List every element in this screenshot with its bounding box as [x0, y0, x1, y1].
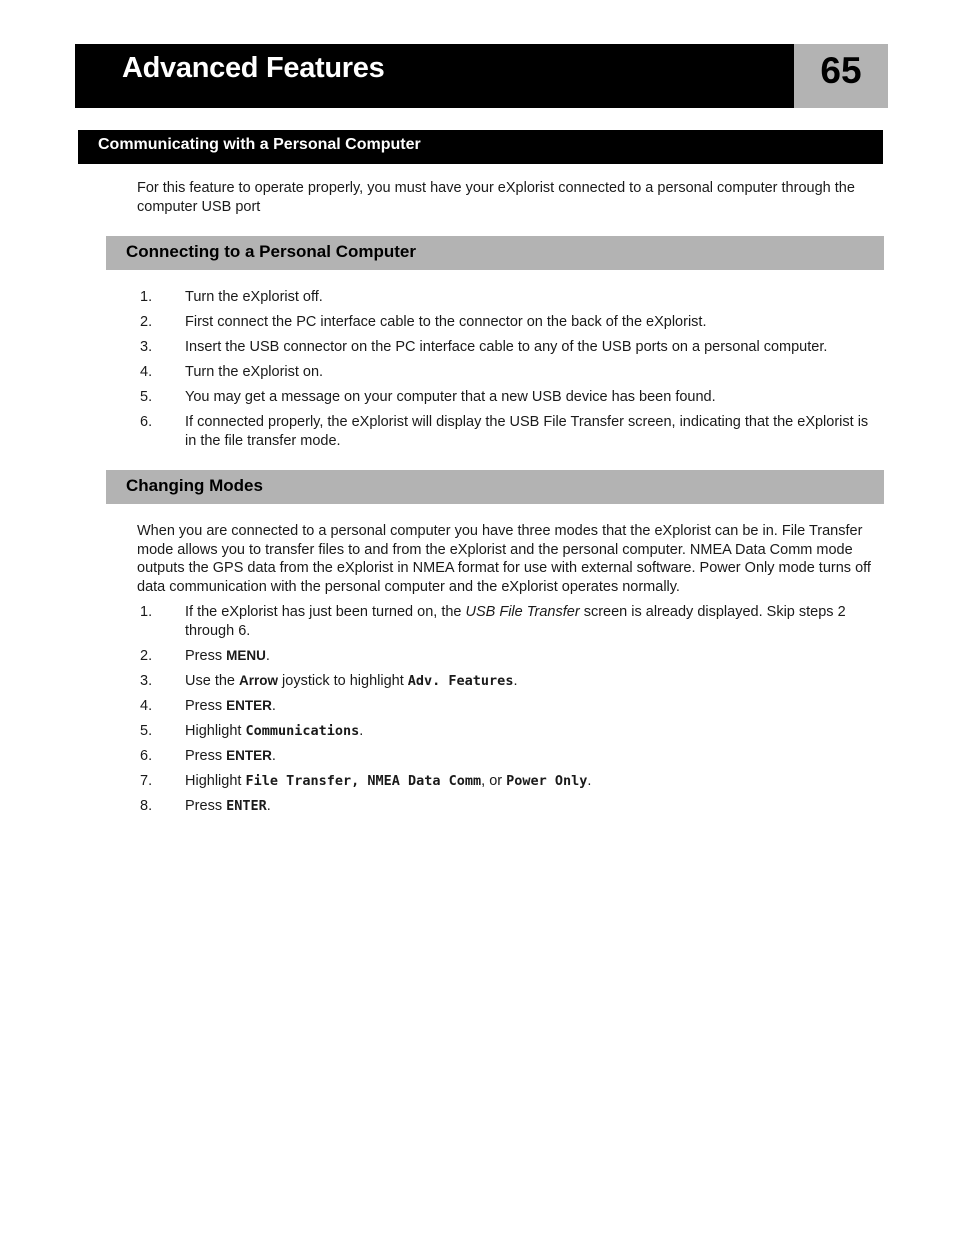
- page-number: 65: [794, 44, 888, 108]
- modes-steps-list: [137, 603, 882, 822]
- enter-key: ENTER: [226, 747, 272, 763]
- menu-key: MENU: [226, 647, 266, 663]
- list-item: 1. Turn the eXplorist off.: [140, 289, 323, 305]
- chapter-header: [75, 44, 794, 108]
- subsection-header-modes: [106, 470, 884, 504]
- subsection-header-connecting: [106, 236, 884, 270]
- list-item: 2. First connect the PC interface cable to the connector on the back of the eXplorist.: [140, 314, 707, 330]
- list-item: 7. Highlight File Transfer, NMEA Data Comm, or Power Only.: [140, 772, 592, 789]
- connecting-steps-list: [137, 288, 882, 457]
- list-item: 6. If connected properly, the eXplorist will display the USB File Transfer screen, indicating that the eXplorist is in the file transfer mode.: [140, 414, 869, 449]
- list-item: 5. Highlight Communications.: [140, 722, 364, 739]
- section-title: Communicating with a Personal Computer: [98, 136, 421, 153]
- list-item: 8. Press ENTER.: [140, 797, 271, 814]
- list-item: 6. Press ENTER.: [140, 747, 276, 764]
- section-header: [78, 130, 883, 164]
- modes-paragraph: When you are connected to a personal computer you have three modes that the eXplorist can be in. File Transfer mode allows you to transfer files to and from the eXplorist and the personal computer. NMEA Data Comm mode outputs the GPS data from the eXplorist in NMEA format for use with external software. Power Only mode turns off data communication with the personal computer and the eXplorist operates normally.: [137, 523, 871, 595]
- enter-key: ENTER: [226, 697, 272, 713]
- list-item: 3. Insert the USB connector on the PC interface cable to any of the USB ports on a personal computer.: [140, 339, 828, 355]
- list-item: 1. If the eXplorist has just been turned on, the USB File Transfer screen is already displayed. Skip steps 2 through 6.: [140, 604, 846, 639]
- subsection-title-connecting: Connecting to a Personal Computer: [126, 242, 416, 261]
- list-item: 4. Press ENTER.: [140, 697, 276, 714]
- list-item: 2. Press MENU.: [140, 647, 270, 664]
- intro-paragraph: For this feature to operate properly, you must have your eXplorist connected to a personal computer through the computer USB port: [137, 180, 855, 215]
- subsection-title-modes: Changing Modes: [126, 476, 263, 495]
- list-item: 3. Use the Arrow joystick to highlight Adv. Features.: [140, 672, 518, 689]
- list-item: 4. Turn the eXplorist on.: [140, 364, 324, 380]
- chapter-title: Advanced Features: [122, 52, 385, 84]
- arrow-key: Arrow: [239, 672, 279, 688]
- list-item: 5. You may get a message on your computer that a new USB device has been found.: [140, 389, 716, 405]
